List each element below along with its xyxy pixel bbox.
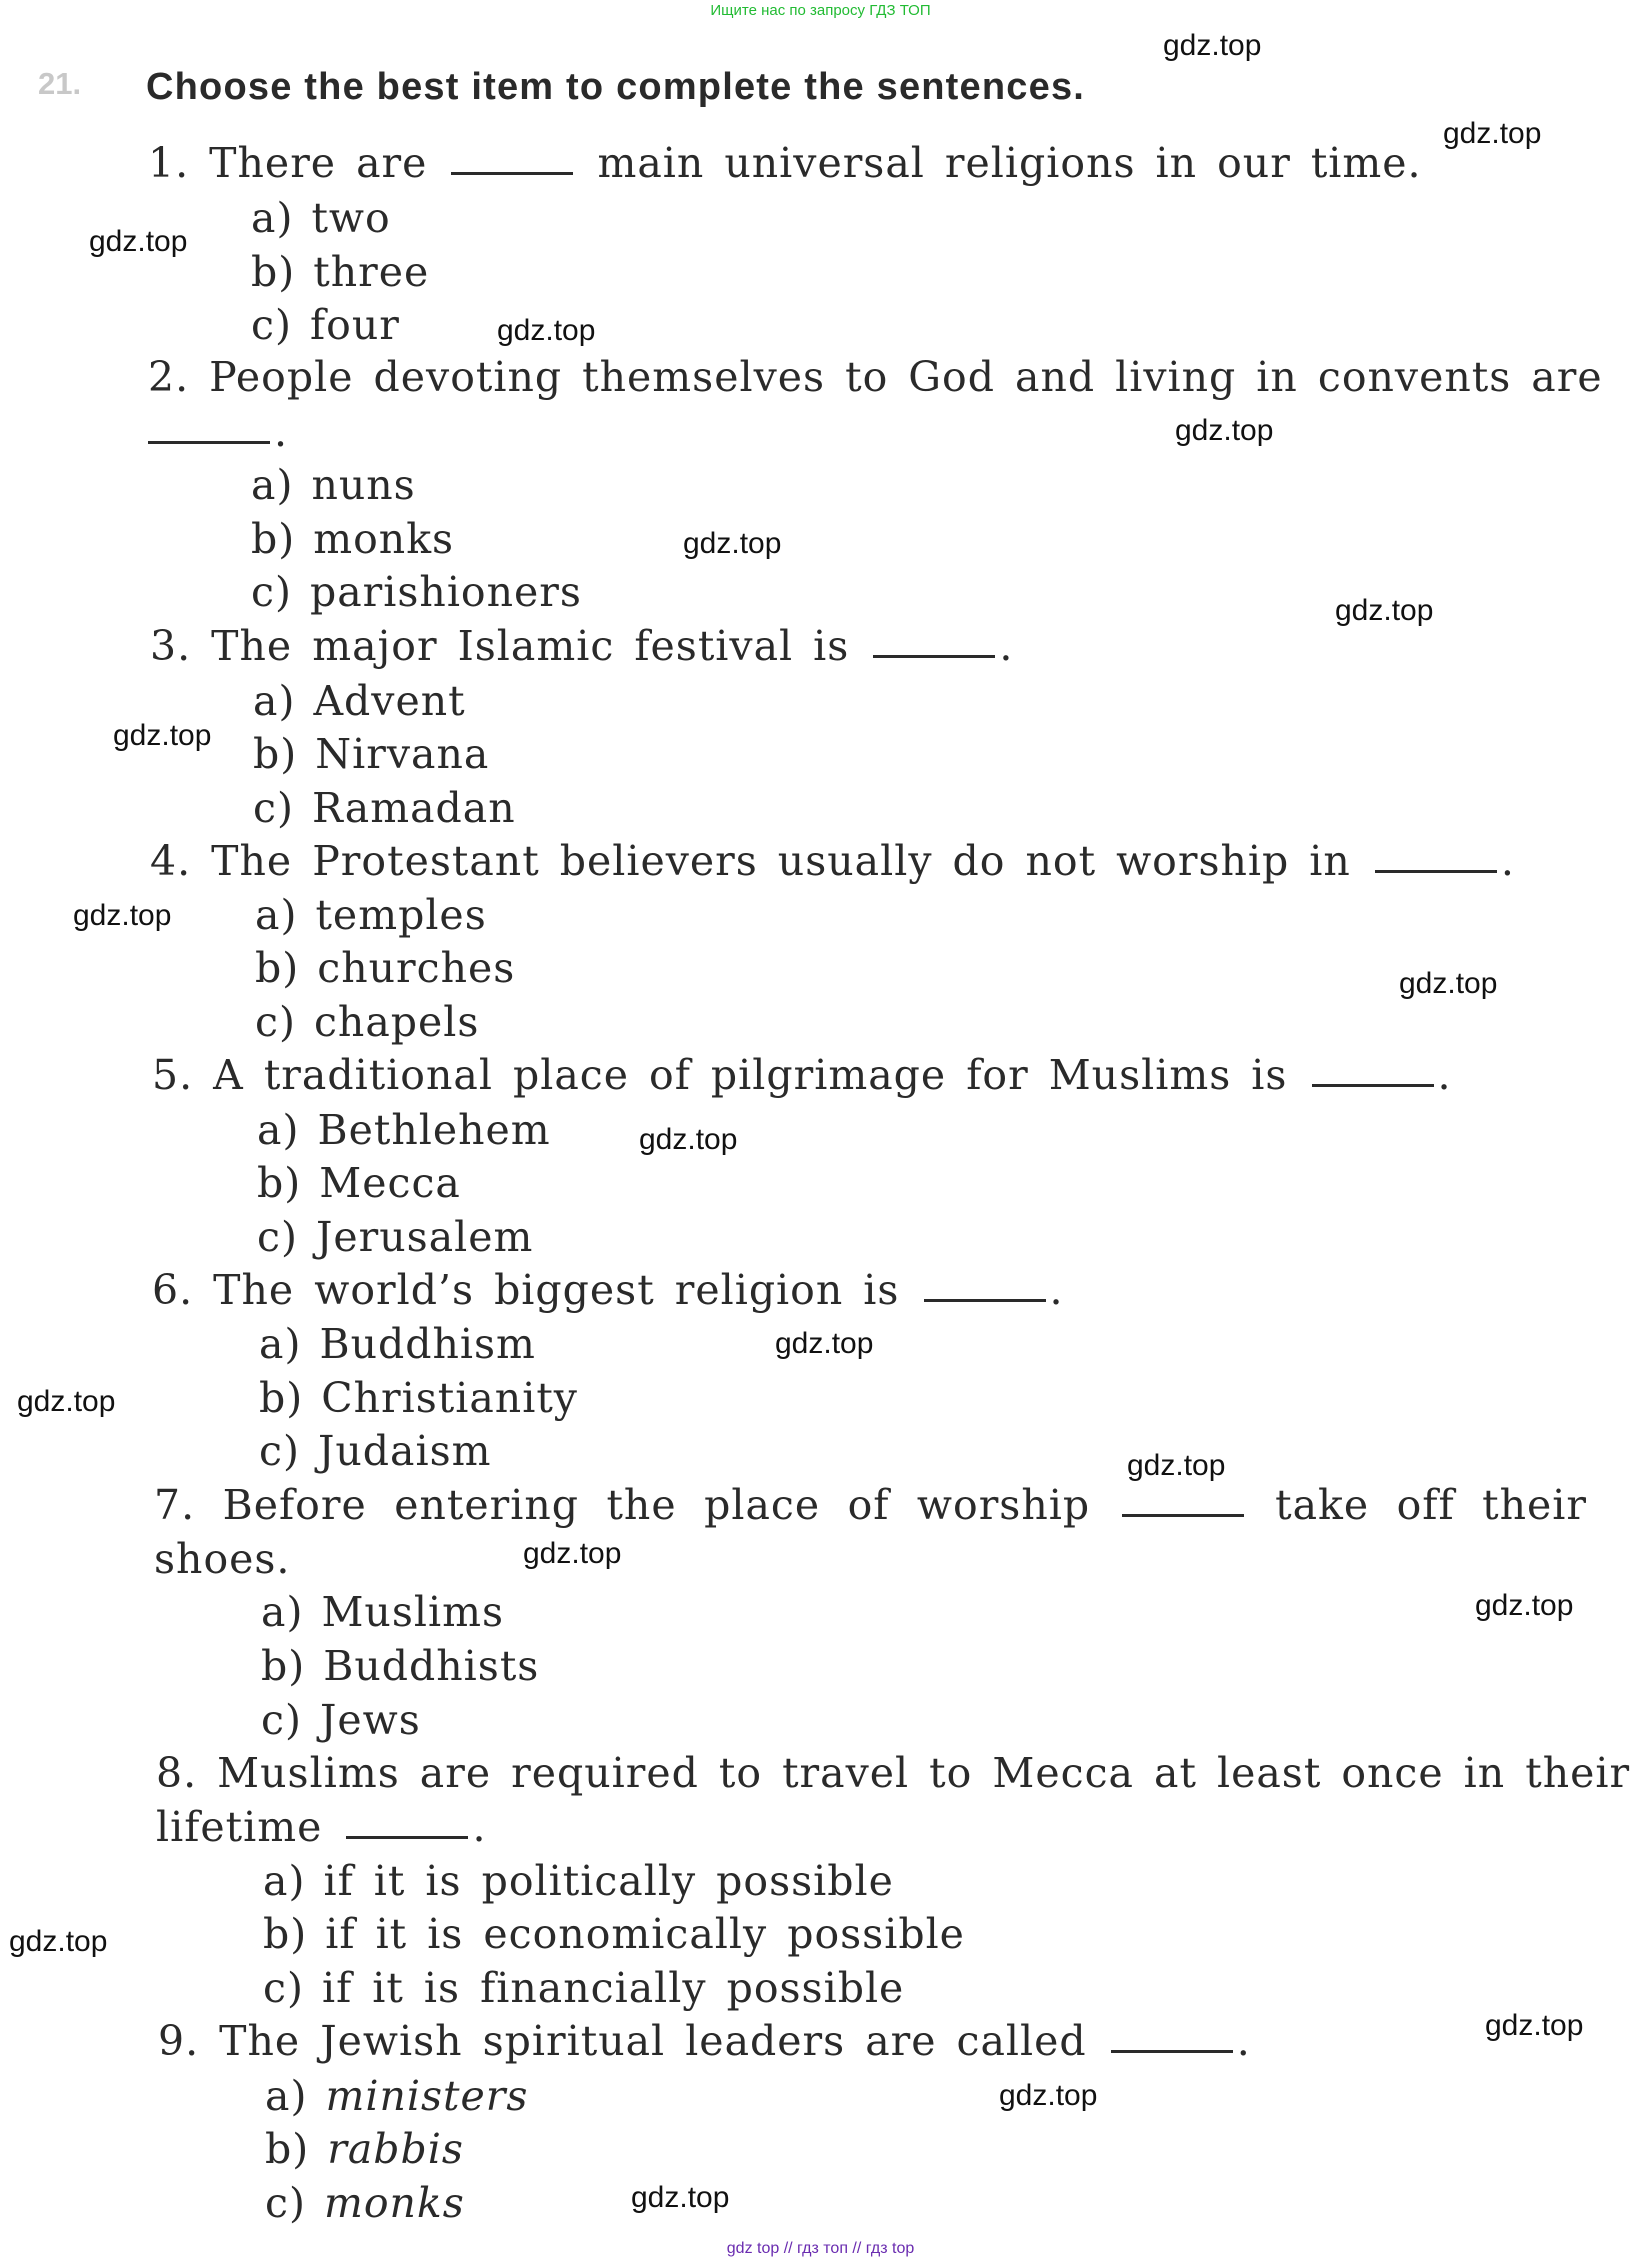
option-letter: b) [251, 248, 296, 296]
question-text: lifetime [156, 1803, 323, 1851]
option-8c[interactable] [263, 1961, 904, 2015]
option-6c[interactable] [259, 1424, 492, 1478]
question-text: . [999, 622, 1014, 670]
option-1b[interactable] [251, 245, 429, 299]
option-7c[interactable] [261, 1693, 421, 1747]
question-8-line-2 [156, 1800, 487, 1854]
watermark: gdz.top [1163, 29, 1262, 62]
option-3a[interactable] [253, 674, 466, 728]
question-number: 7. [154, 1481, 196, 1529]
exercise-title: Choose the best item to complete the sentences. [146, 66, 1086, 108]
watermark: gdz.top [1335, 594, 1434, 627]
option-9b[interactable] [265, 2122, 464, 2176]
question-text: take off their [1275, 1481, 1587, 1529]
option-letter: a) [259, 1320, 302, 1368]
question-text: The world’s biggest religion is [213, 1266, 900, 1314]
answer-blank [873, 654, 995, 658]
watermark: gdz.top [113, 719, 212, 752]
question-text: The major Islamic festival is [211, 622, 850, 670]
answer-blank [1375, 869, 1497, 873]
watermark: gdz.top [9, 1925, 108, 1958]
watermark: gdz.top [683, 527, 782, 560]
question-3 [150, 619, 1013, 673]
option-letter: b) [265, 2125, 310, 2173]
option-letter: a) [265, 2072, 308, 2120]
option-text: if it is economically possible [325, 1910, 965, 1958]
option-text: Mecca [319, 1159, 461, 1207]
option-text: two [311, 194, 391, 242]
option-text: churches [317, 944, 516, 992]
question-8 [156, 1746, 1631, 1800]
question-number: 6. [152, 1266, 194, 1314]
option-text: ministers [325, 2072, 529, 2120]
option-7b[interactable] [261, 1639, 539, 1693]
option-letter: c) [255, 998, 296, 1046]
watermark: gdz.top [89, 225, 188, 258]
option-letter: c) [265, 2179, 306, 2227]
option-text: Jerusalem [315, 1213, 534, 1261]
watermark: gdz.top [1399, 967, 1498, 1000]
question-6 [152, 1263, 1064, 1317]
option-letter: c) [253, 784, 294, 832]
option-letter: b) [261, 1642, 306, 1690]
option-4b[interactable] [255, 941, 515, 995]
option-letter: c) [259, 1427, 300, 1475]
option-text: Buddhism [319, 1320, 536, 1368]
option-letter: c) [251, 301, 292, 349]
option-letter: b) [255, 944, 300, 992]
option-text: chapels [313, 998, 480, 1046]
option-text: rabbis [327, 2125, 464, 2173]
option-1c[interactable] [251, 298, 400, 352]
option-letter: a) [255, 891, 298, 939]
question-text: There are [209, 139, 428, 187]
watermark: gdz.top [1175, 414, 1274, 447]
option-text: Nirvana [315, 730, 490, 778]
question-5 [152, 1048, 1452, 1102]
watermark: gdz.top [1475, 1589, 1574, 1622]
option-5b[interactable] [257, 1156, 461, 1210]
question-text: . [1500, 837, 1515, 885]
top-banner: Ищите нас по запросу ГДЗ ТОП [710, 2, 931, 19]
option-text: Bethlehem [317, 1106, 551, 1154]
question-number: 4. [150, 837, 192, 885]
question-7-line-2 [154, 1532, 290, 1586]
option-letter: c) [263, 1964, 304, 2012]
option-3b[interactable] [253, 727, 489, 781]
watermark: gdz.top [639, 1123, 738, 1156]
option-text: Muslims [321, 1588, 505, 1636]
option-letter: a) [261, 1588, 304, 1636]
option-8b[interactable] [263, 1907, 965, 1961]
option-letter: c) [251, 568, 292, 616]
option-7a[interactable] [261, 1585, 504, 1639]
option-2b[interactable] [251, 512, 454, 566]
answer-blank [924, 1298, 1046, 1302]
watermark: gdz.top [999, 2079, 1098, 2112]
answer-blank [1122, 1513, 1244, 1517]
option-letter: b) [257, 1159, 302, 1207]
question-text: . [472, 1803, 487, 1851]
option-letter: c) [261, 1696, 302, 1744]
question-number: 1. [148, 139, 190, 187]
option-letter: b) [251, 515, 296, 563]
option-letter: a) [257, 1106, 300, 1154]
question-2 [148, 350, 1603, 404]
option-1a[interactable] [251, 191, 391, 245]
question-4 [150, 834, 1515, 888]
question-text: . [1236, 2017, 1251, 2065]
question-number: 9. [158, 2017, 200, 2065]
question-7 [154, 1478, 1587, 1532]
answer-blank [346, 1835, 468, 1839]
watermark: gdz.top [1127, 1449, 1226, 1482]
question-text: . [274, 408, 289, 456]
option-text: nuns [311, 461, 416, 509]
option-letter: c) [257, 1213, 298, 1261]
answer-blank [148, 440, 270, 444]
exercise-number: 21. [38, 66, 82, 101]
question-1 [148, 136, 1422, 190]
question-9 [158, 2014, 1251, 2068]
option-6b[interactable] [259, 1371, 578, 1425]
question-number: 2. [148, 353, 190, 401]
footer: gdz top // гдз топ // гдз top [726, 2240, 915, 2257]
question-text: . [1437, 1051, 1452, 1099]
watermark: gdz.top [1443, 117, 1542, 150]
question-2-line-2 [148, 405, 288, 459]
question-number: 8. [156, 1749, 198, 1797]
option-letter: a) [251, 194, 294, 242]
option-2c[interactable] [251, 565, 582, 619]
answer-blank [1111, 2049, 1233, 2053]
option-text: Ramadan [311, 784, 516, 832]
watermark: gdz.top [497, 314, 596, 347]
option-9c[interactable] [265, 2176, 465, 2230]
question-text: A traditional place of pilgrimage for Muslims is [213, 1051, 1288, 1099]
option-text: four [309, 301, 400, 349]
option-text: Christianity [321, 1374, 578, 1422]
option-5c[interactable] [257, 1210, 533, 1264]
option-text: Jews [319, 1696, 421, 1744]
question-text: Before entering the place of worship [222, 1481, 1091, 1529]
question-text: shoes. [154, 1535, 291, 1583]
watermark: gdz.top [17, 1385, 116, 1418]
option-9a[interactable] [265, 2069, 528, 2123]
option-text: Advent [313, 677, 466, 725]
option-letter: b) [253, 730, 298, 778]
answer-blank [451, 171, 573, 175]
option-letter: a) [251, 461, 294, 509]
option-5a[interactable] [257, 1103, 551, 1157]
option-text: three [313, 248, 430, 296]
watermark: gdz.top [523, 1537, 622, 1570]
option-letter: b) [263, 1910, 308, 1958]
option-text: if it is financially possible [321, 1964, 905, 2012]
answer-blank [1312, 1083, 1434, 1087]
question-text: main universal religions in our time. [597, 139, 1422, 187]
question-text: . [1049, 1266, 1064, 1314]
option-letter: a) [253, 677, 296, 725]
question-text: Muslims are required to travel to Mecca at least once in their [217, 1749, 1631, 1797]
option-text: monks [323, 2179, 465, 2227]
question-text: The Protestant believers usually do not worship in [211, 837, 1351, 885]
question-text: People devoting themselves to God and living in convents are [209, 353, 1603, 401]
option-3c[interactable] [253, 781, 516, 835]
question-number: 5. [152, 1051, 194, 1099]
option-2a[interactable] [251, 458, 416, 512]
option-text: Judaism [317, 1427, 492, 1475]
option-4a[interactable] [255, 888, 487, 942]
watermark: gdz.top [73, 899, 172, 932]
option-text: temples [315, 891, 487, 939]
option-text: Buddhists [323, 1642, 540, 1690]
option-text: monks [313, 515, 455, 563]
option-6a[interactable] [259, 1317, 536, 1371]
option-letter: b) [259, 1374, 304, 1422]
watermark: gdz.top [775, 1327, 874, 1360]
watermark: gdz.top [1485, 2009, 1584, 2042]
option-8a[interactable] [263, 1854, 894, 1908]
option-text: parishioners [309, 568, 582, 616]
option-text: if it is politically possible [323, 1857, 894, 1905]
question-number: 3. [150, 622, 192, 670]
question-text: The Jewish spiritual leaders are called [219, 2017, 1087, 2065]
watermark: gdz.top [631, 2181, 730, 2214]
option-letter: a) [263, 1857, 306, 1905]
option-4c[interactable] [255, 995, 479, 1049]
